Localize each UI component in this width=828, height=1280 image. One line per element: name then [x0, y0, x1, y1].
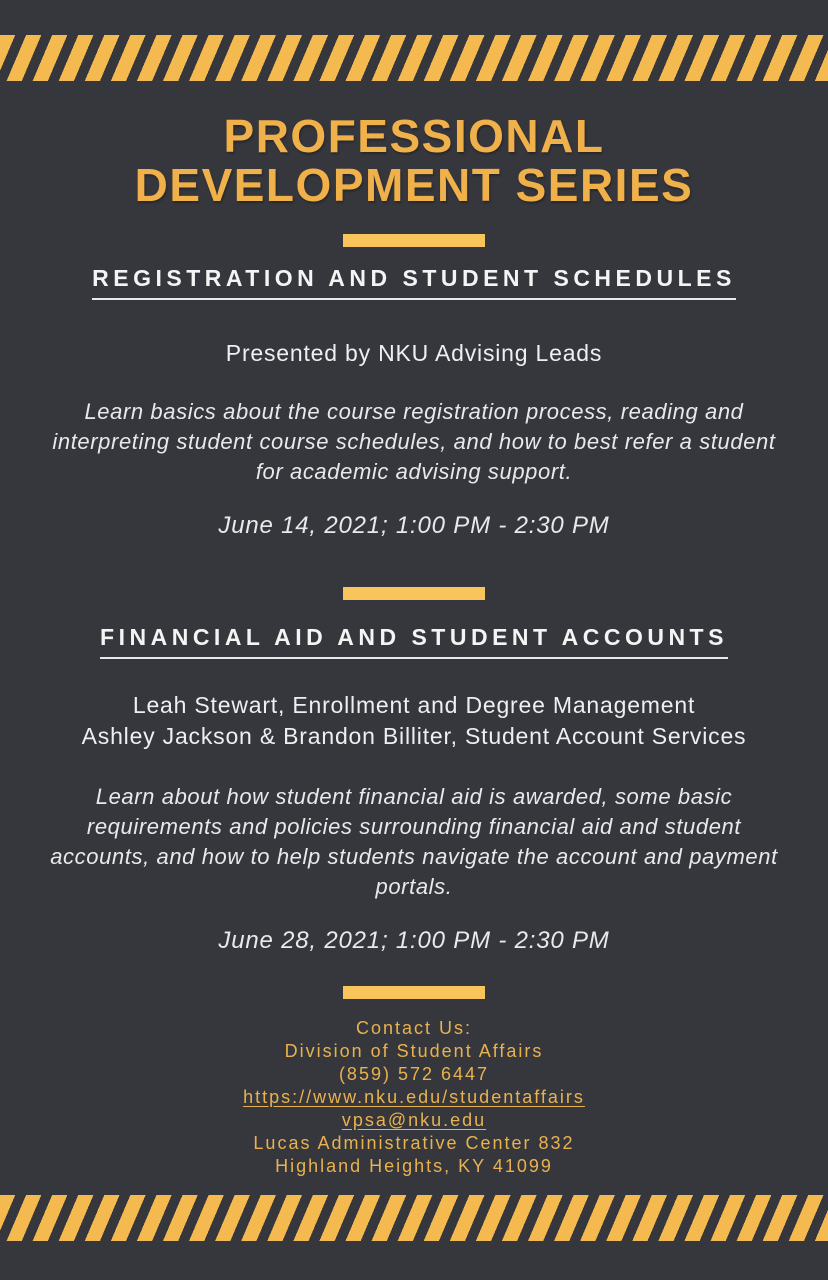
- page-title: [0, 112, 828, 210]
- caution-stripe-band-top: [0, 35, 828, 81]
- divider-bar: [343, 986, 485, 999]
- email-link[interactable]: vpsa@nku.edu: [341, 1110, 487, 1130]
- session-2-description: Learn about how student financial aid is awarded, some basic requirements and policies surrounding financial aid and student accounts, and how to help students navigate the account and payment portals.: [50, 784, 778, 899]
- contact-address-line-1: Lucas Administrative Center 832: [253, 1133, 575, 1153]
- divider-bar: [343, 234, 485, 247]
- session-1-datetime: June 14, 2021; 1:00 PM - 2:30 PM: [218, 512, 610, 539]
- divider-bar: [343, 587, 485, 600]
- session-2-presenters: [0, 690, 828, 752]
- presenter-line: Ashley Jackson & Brandon Billiter, Student Account Services: [81, 723, 747, 749]
- website-link[interactable]: https://www.nku.edu/studentaffairs: [243, 1087, 585, 1107]
- presenter-line: Leah Stewart, Enrollment and Degree Management: [132, 692, 696, 718]
- contact-org: Division of Student Affairs: [284, 1041, 544, 1061]
- contact-phone: (859) 572 6447: [338, 1064, 490, 1084]
- caution-stripe-band-bottom: [0, 1195, 828, 1241]
- page-title-line-2: DEVELOPMENT SERIES: [134, 159, 694, 211]
- session-1-heading: REGISTRATION AND STUDENT SCHEDULES: [0, 265, 828, 300]
- presenter-line: Presented by NKU Advising Leads: [225, 340, 603, 366]
- contact-heading: Contact Us:: [355, 1018, 473, 1038]
- contact-address-line-2: Highland Heights, KY 41099: [275, 1156, 553, 1176]
- session-1-description: Learn basics about the course registration process, reading and interpreting student course schedules, and how to best refer a student for academic advising support.: [52, 399, 776, 484]
- session-2-heading: FINANCIAL AID AND STUDENT ACCOUNTS: [0, 624, 828, 659]
- session-1-presenters: [0, 338, 828, 369]
- contact-section: [0, 1017, 828, 1178]
- page-title-line-1: PROFESSIONAL: [223, 110, 605, 162]
- session-2-datetime: June 28, 2021; 1:00 PM - 2:30 PM: [218, 927, 610, 954]
